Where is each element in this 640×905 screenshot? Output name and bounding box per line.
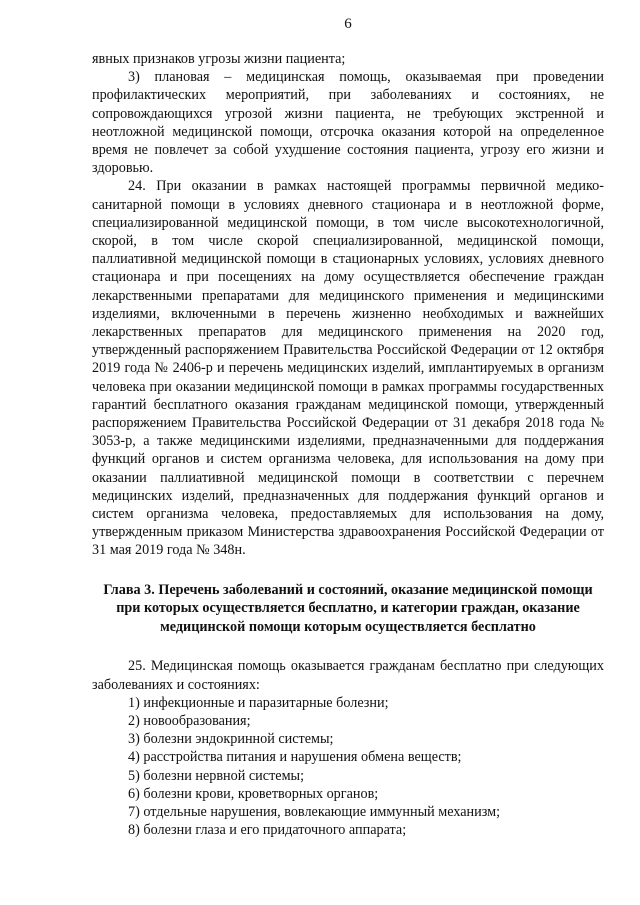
paragraph-24: 24. При оказании в рамках настоящей программы первичной медико-санитарной помощи в условиях дневного стационара и в неотложной форме, специализированной медицинской помощи, в том числе высокотехнологичной, скорой, в том числе скорой специализированной, медицинской помощи, паллиативной медицинской помощи в стационарных условиях, условиях дневного стационара и при посещениях на дому осуществляется обеспечение граждан лекарственными препаратами для медицинского применения и медицинскими изделиями, включенными в перечень жизненно необходимых и важнейших лекарственных препаратов для медицинского применения на 2020 год, утвержденный распоряжением Правительства Российской Федерации от 12 октября 2019 года № 2406-р и перечень медицинских изделий, имплантируемых в организм человека при оказании медицинской помощи в рамках программы государственных гарантий бесплатного оказания гражданам медицинской помощи, утвержденный распоряжением Правительства Российской Федерации от 31 декабря 2018 года № 3053-р, а также медицинскими изделиями, предназначенными для поддержания функций органов и систем организма человека, для использования на дому при оказании паллиативной медицинской помощи в соответствии с перечнем медицинских изделий, предназначенных для поддержания функций органов и систем организма человека, предоставляемых для использования на дому, утвержденным приказом Министерства здравоохранения Российской Федерации от 31 мая 2019 года № 348н. bbox=[92, 178, 604, 559]
condition-item: 8) болезни глаза и его придаточного аппарата; bbox=[128, 822, 407, 839]
page-number: 6 bbox=[344, 16, 352, 32]
paragraph-25: 25. Медицинская помощь оказывается гражданам бесплатно при следующих заболеваниях и состояниях: bbox=[92, 658, 604, 693]
section-spacer bbox=[92, 636, 604, 657]
condition-item: 7) отдельные нарушения, вовлекающие иммунный механизм; bbox=[128, 804, 501, 821]
condition-item: 3) болезни эндокринной системы; bbox=[128, 731, 334, 748]
condition-item: 6) болезни крови, кроветворных органов; bbox=[128, 785, 379, 802]
condition-item: 5) болезни нервной системы; bbox=[128, 767, 305, 784]
conditions-list bbox=[92, 694, 604, 840]
chapter-3-heading: Глава 3. Перечень заболеваний и состояний, оказание медицинской помощи при которых осуществляется бесплатно, и категории граждан, оказание медицинской помощи которым осуществляется бесплатно bbox=[103, 581, 593, 635]
paragraph-planned-care: 3) плановая – медицинская помощь, оказываемая при проведении профилактических мероприятий, при заболеваниях и состояниях, не сопровождающихся угрозой жизни пациента, не требующих экстренной и неотложной медицинской помощи, отсрочка оказания которой на определенное время не повлечет за собой ухудшение состояния пациента, угрозу его жизни и здоровью. bbox=[92, 69, 604, 177]
condition-item: 1) инфекционные и паразитарные болезни; bbox=[128, 694, 389, 711]
condition-item: 2) новообразования; bbox=[128, 713, 251, 730]
paragraph-continuation: явных признаков угрозы жизни пациента; bbox=[92, 51, 346, 67]
condition-item: 4) расстройства питания и нарушения обмена веществ; bbox=[128, 749, 462, 766]
